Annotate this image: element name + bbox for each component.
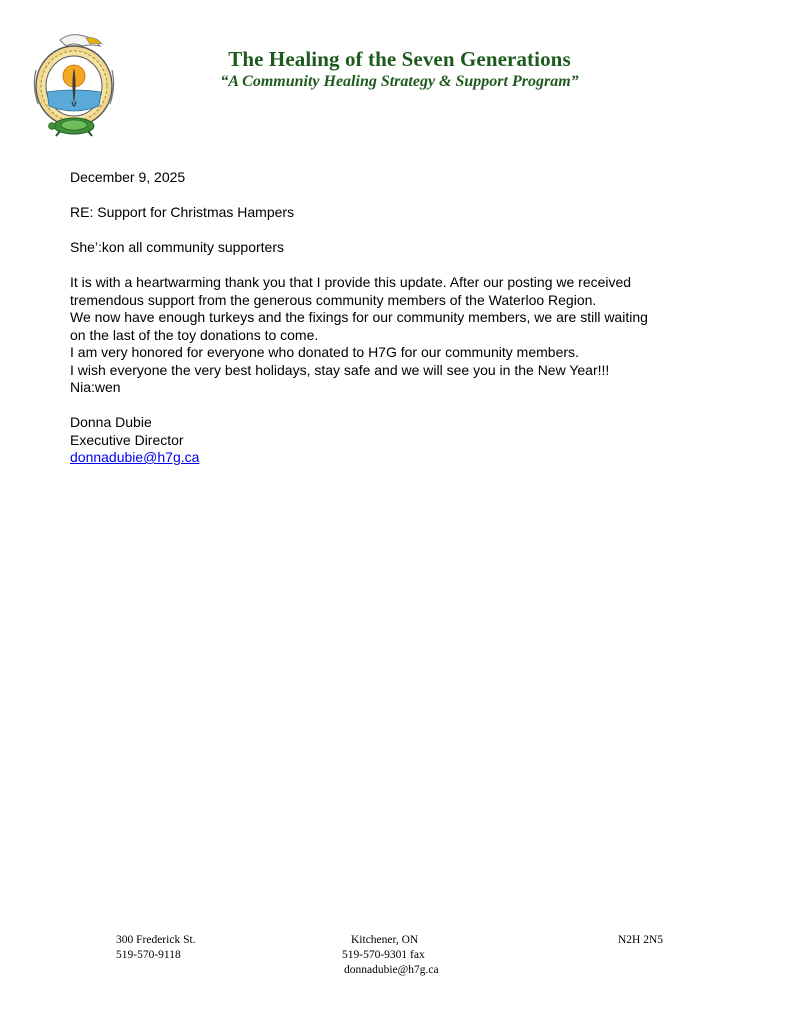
letter-greeting: She’:kon all community supporters	[70, 239, 284, 255]
organization-title: The Healing of the Seven Generations	[228, 47, 571, 71]
organization-tagline: “A Community Healing Strategy & Support Program”	[220, 73, 579, 90]
signature-name: Donna Dubie	[70, 414, 152, 430]
footer-phone: 519-570-9118	[116, 949, 181, 961]
footer-address-block	[116, 933, 196, 963]
footer-street: 300 Frederick St.	[116, 934, 196, 946]
closing-line: Nia:wen	[70, 379, 121, 395]
letter-body	[70, 169, 730, 467]
footer-city: Kitchener, ON	[351, 934, 419, 946]
footer-postal: N2H 2N5	[618, 934, 664, 946]
footer-email: donnadubie@h7g.ca	[344, 964, 439, 976]
body-line: tremendous support from the generous community members of the Waterloo Region.	[70, 291, 597, 308]
body-line: on the last of the toy donations to come.	[70, 326, 319, 343]
body-line: It is with a heartwarming thank you that I provide this update. After our posting we received	[70, 274, 632, 290]
body-line: I am very honored for everyone who donated to H7G for our community members.	[70, 344, 579, 360]
letter-subject: RE: Support for Christmas Hampers	[70, 204, 295, 220]
body-line: I wish everyone the very best holidays, stay safe and we will see you in the New Year!!!	[70, 361, 610, 378]
footer-contact-block	[342, 933, 439, 978]
footer-fax: 519-570-9301 fax	[342, 949, 425, 961]
letter-date: December 9, 2025	[70, 169, 186, 185]
body-line: We now have enough turkeys and the fixings for our community members, we are still waiting	[70, 309, 648, 325]
signature-title: Executive Director	[70, 431, 184, 448]
signature-email-link[interactable]: donnadubie@h7g.ca	[70, 449, 200, 465]
footer-postal-block	[618, 933, 663, 948]
